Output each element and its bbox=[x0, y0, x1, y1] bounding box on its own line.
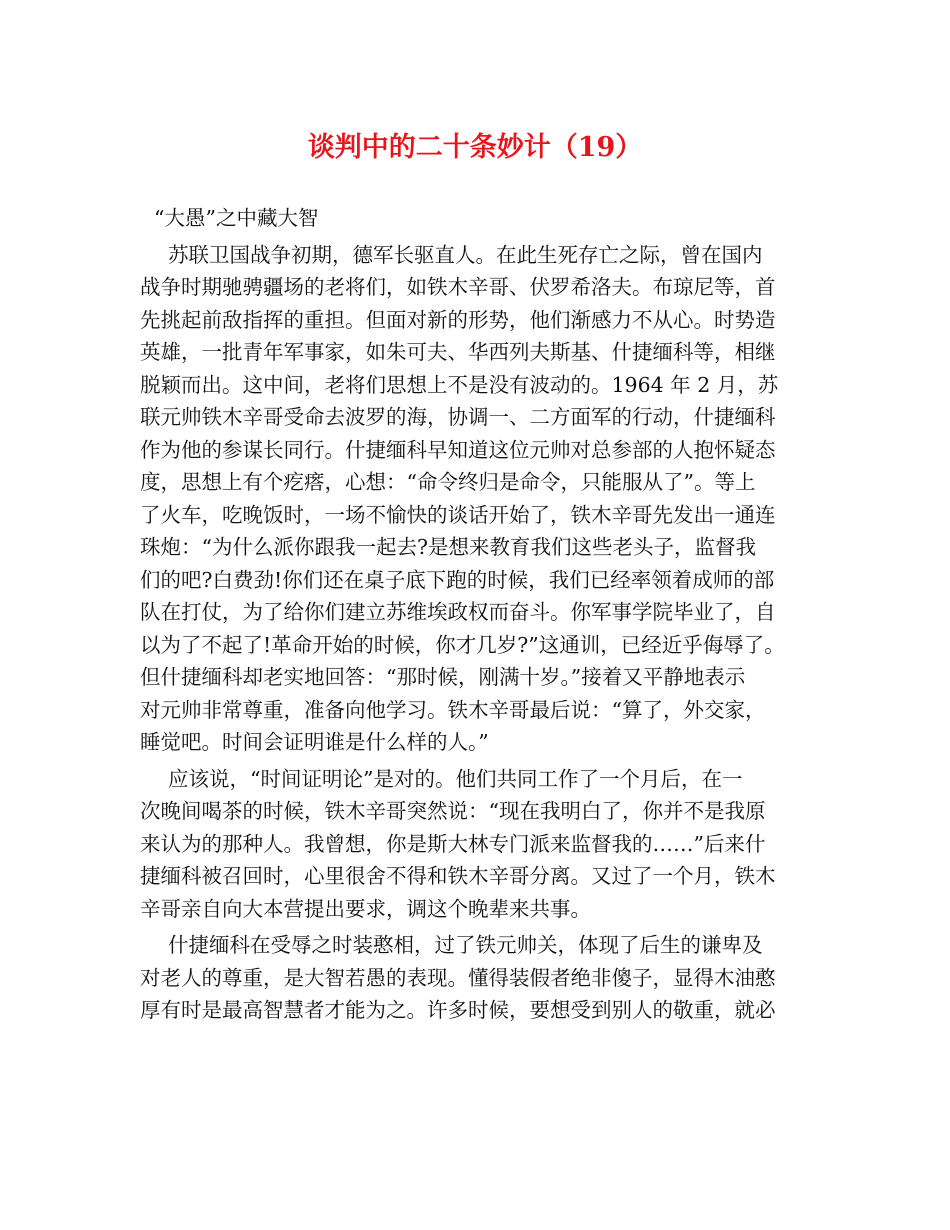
text-line: 们的吧?白费劲!你们还在桌子底下跑的时候，我们已经率领着成师的部 bbox=[140, 567, 775, 592]
text-line: 什捷缅科在受辱之时装憨相，过了铁元帅关，体现了后生的谦卑及 bbox=[168, 933, 763, 957]
text-line: 先挑起前敌指挥的重担。但面对新的形势，他们渐感力不从心。时势造 bbox=[140, 307, 776, 332]
text-line: 对老人的尊重，是大智若愚的表现。懂得装假者绝非傻子，显得木油憨 bbox=[140, 965, 776, 990]
text-line: 队在打仗，为了给你们建立苏维埃政权而奋斗。你军事学院毕业了，自 bbox=[140, 600, 776, 624]
text-line: 捷缅科被召回时，心里很舍不得和铁木辛哥分离。又过了一个月，铁木 bbox=[140, 864, 776, 888]
text-line: 了火车，吃晚饭时，一场不愉快的谈话开始了，铁木辛哥先发出一通连 bbox=[140, 502, 776, 527]
text-line: 英雄，一批青年军事家，如朱可夫、华西列夫斯基、什捷缅科等，相继 bbox=[140, 340, 776, 364]
text-line: 珠炮：“为什么派你跟我一起去?是想来教育我们这些老头子，监督我 bbox=[140, 535, 756, 559]
text-line: 来认为的那种人。我曾想，你是斯大林专门派来监督我的……”后来什 bbox=[140, 831, 766, 856]
paragraph-2 bbox=[140, 763, 816, 926]
text-line: 度，思想上有个疙瘩，心想：“命令终归是命令，只能服从了”。等上 bbox=[140, 470, 756, 494]
text-line: 辛哥亲自向大本营提出要求，调这个晚辈来共事。 bbox=[140, 896, 591, 921]
paragraph-3 bbox=[140, 929, 816, 1027]
text-line: 厚有时是最高智慧者才能为之。许多时候，要想受到别人的敬重，就必 bbox=[140, 998, 776, 1022]
document-body bbox=[140, 202, 816, 1031]
paragraph-1 bbox=[140, 239, 816, 759]
text-line: 次晚间喝茶的时候，铁木辛哥突然说：“现在我明白了，你并不是我原 bbox=[140, 799, 766, 823]
text-line: 联元帅铁木辛哥受命去波罗的海，协调一、二方面军的行动，什捷缅科 bbox=[140, 405, 776, 429]
text-line: 对元帅非常尊重，准备向他学习。铁木辛哥最后说：“算了，外交家， bbox=[140, 697, 766, 722]
text-line: 但什捷缅科却老实地回答：“那时候，刚满十岁。”接着又平静地表示 bbox=[140, 665, 746, 689]
text-line: 睡觉吧。时间会证明谁是什么样的人。” bbox=[140, 730, 489, 754]
text-line: 以为了不起了!革命开始的时候，你才几岁?”这通训，已经近乎侮辱了。 bbox=[140, 632, 785, 657]
document-title: 谈判中的二十条妙计（19） bbox=[307, 132, 643, 163]
text-line: 脱颖而出。这中间，老将们思想上不是没有波动的。1964 年 2 月，苏 bbox=[140, 372, 779, 397]
text-line: 战争时期驰骋疆场的老将们，如铁木辛哥、伏罗希洛夫。布琼尼等，首 bbox=[140, 275, 776, 299]
text-line: 作为他的参谋长同行。什捷缅科早知道这位元帅对总参部的人抱怀疑态 bbox=[140, 437, 776, 462]
section-heading: “大愚”之中藏大智 bbox=[154, 206, 319, 230]
text-line: 苏联卫国战争初期，德军长驱直人。在此生死存亡之际，曾在国内 bbox=[168, 242, 763, 267]
text-line: 应该说，“时间证明论”是对的。他们共同工作了一个月后，在一 bbox=[168, 766, 743, 791]
